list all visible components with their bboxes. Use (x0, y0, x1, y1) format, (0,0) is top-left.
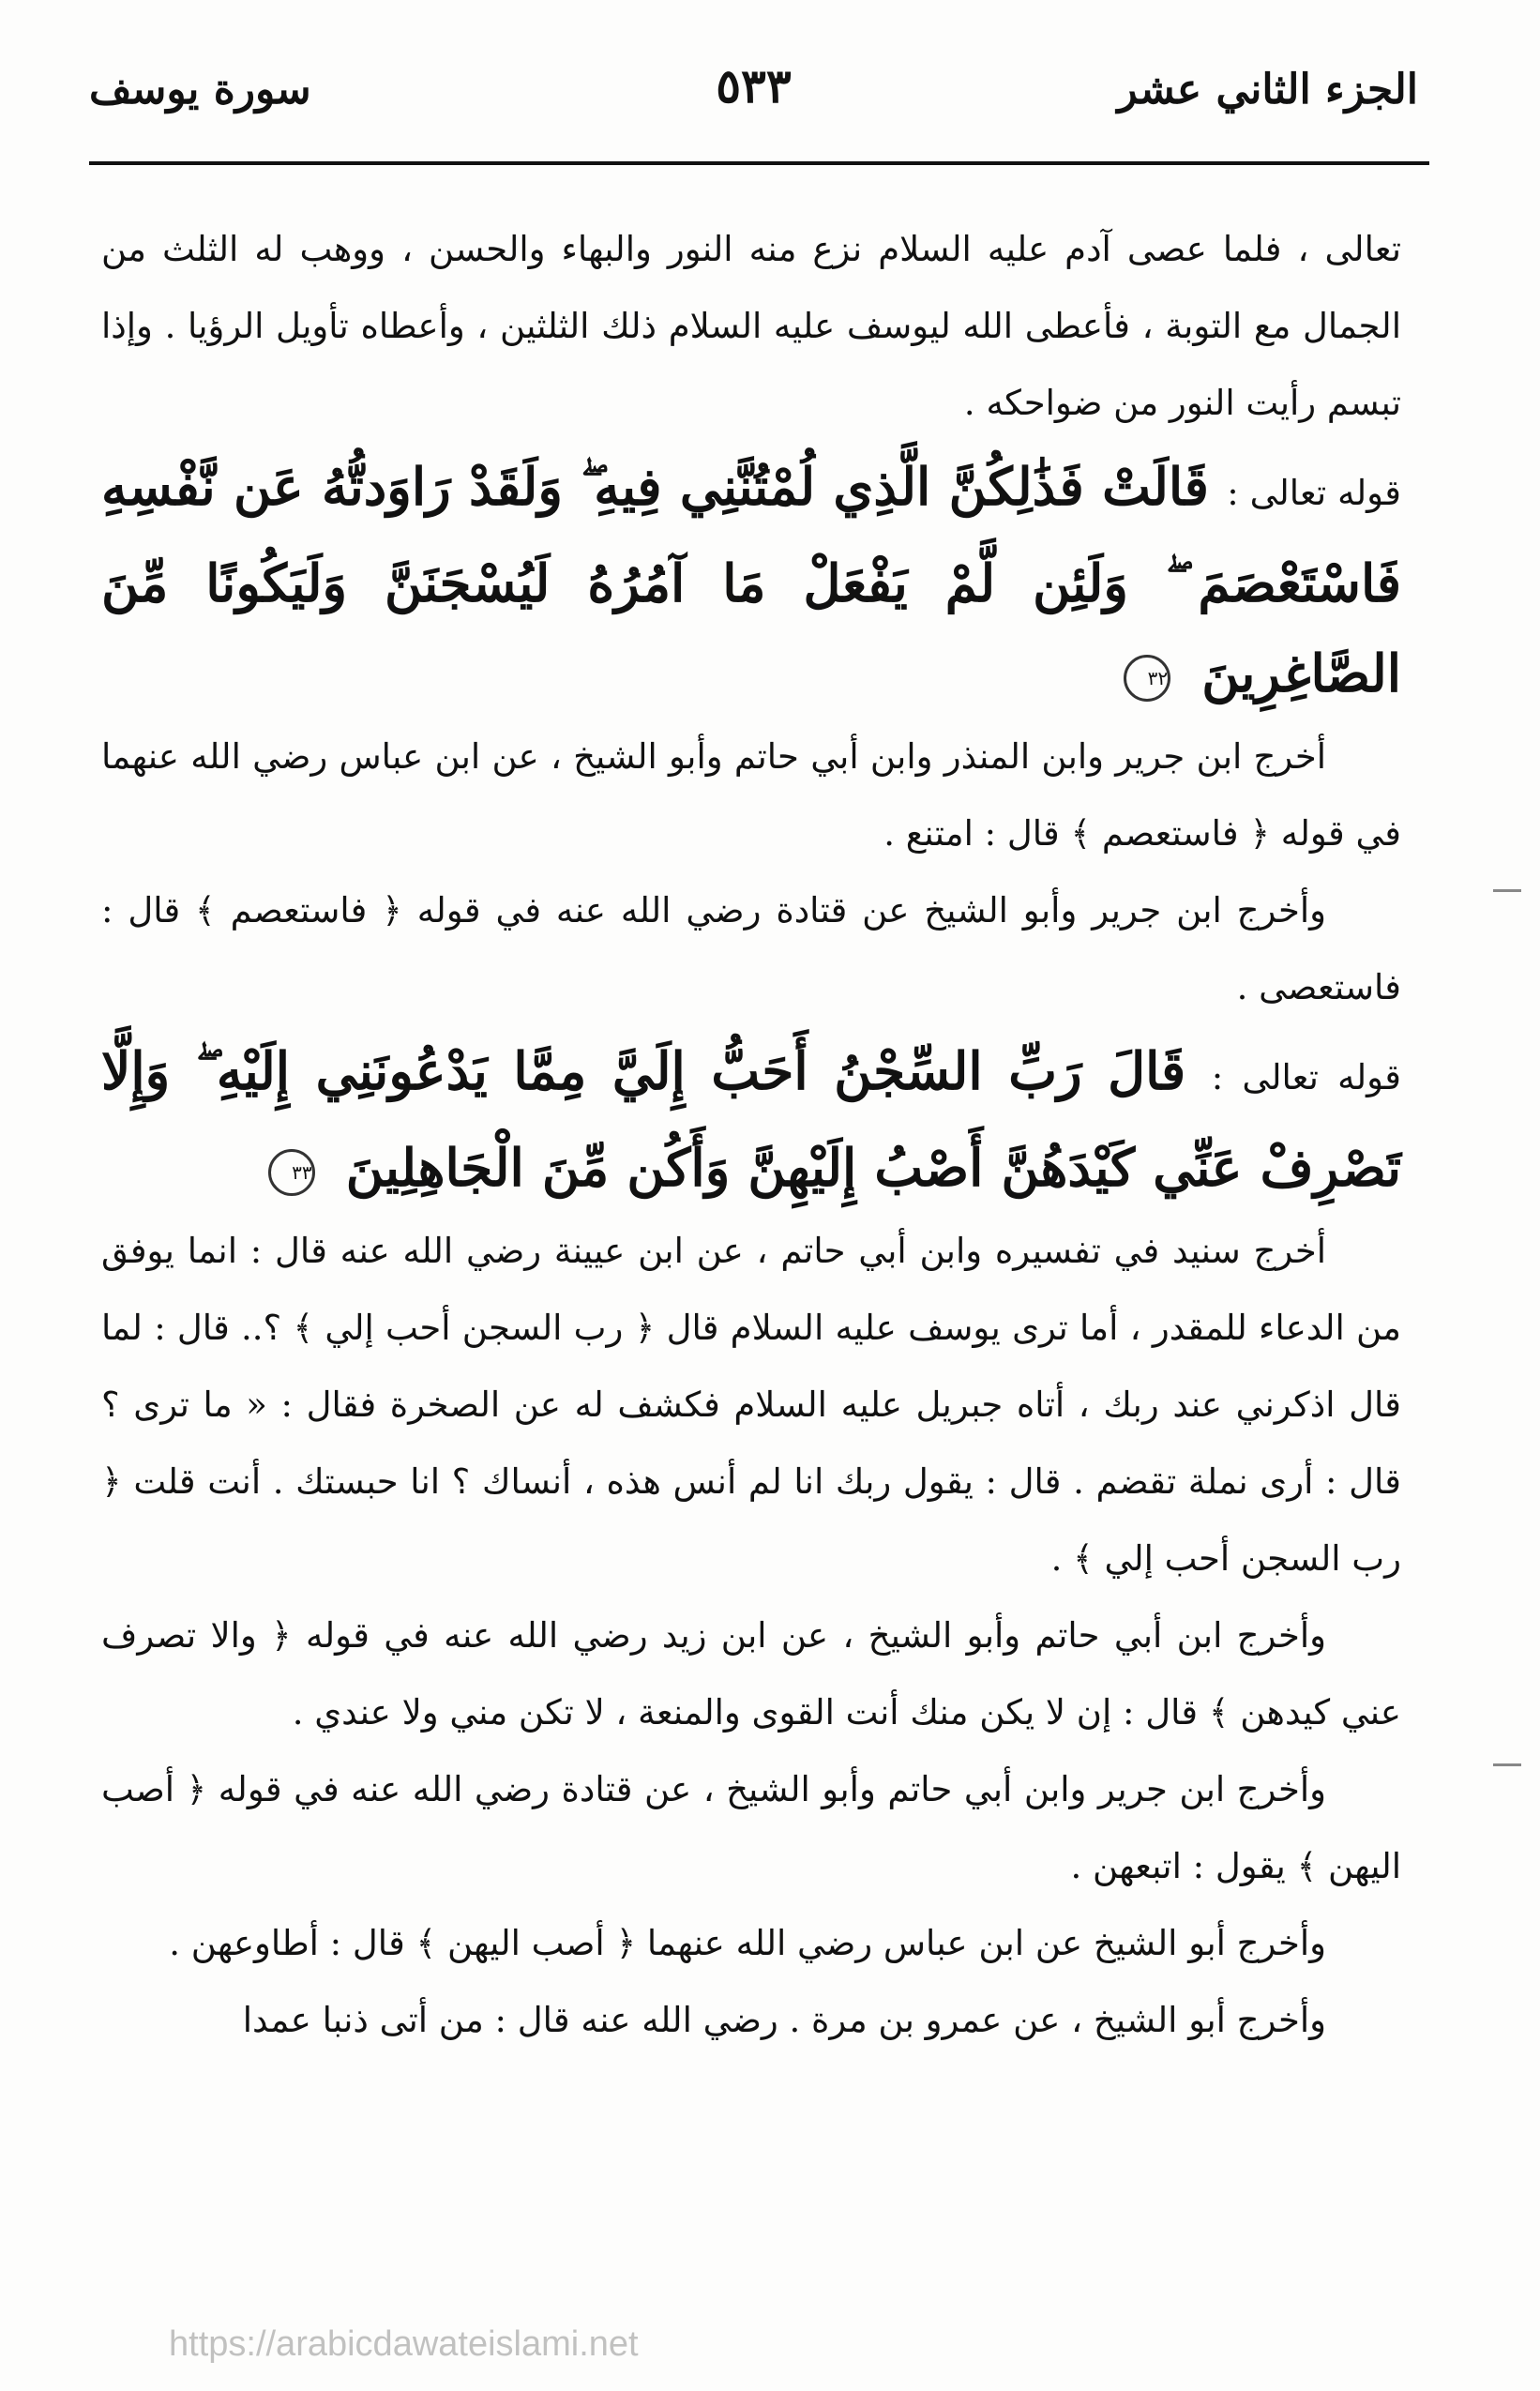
verse-lead: قوله تعالى : (1227, 473, 1401, 513)
verse-lead: قوله تعالى : (1211, 1057, 1401, 1097)
header-rule (89, 161, 1429, 165)
ayah-number-icon: ٣٣ (268, 1149, 315, 1196)
ayah-number-icon: ٣٢ (1124, 655, 1170, 702)
paragraph-5: وأخرج ابن أبي حاتم وأبو الشيخ ، عن ابن زيد رضي الله عنه في قوله ﴿ والا تصرف عني كيدهن ﴾ قال : إن لا يكن منك أنت القوى والمنعة ، لا تكن مني ولا عندي . (101, 1615, 1401, 1733)
paragraph-1: تعالى ، فلما عصى آدم عليه السلام نزع منه النور والبهاء والحسن ، ووهب له الثلث من الجمال مع التوبة ، فأعطى الله ليوسف عليه السلام ذلك الثلثين ، وأعطاه تأويل الرؤيا . وإذا تبسم رأيت النور من ضواحكه . (101, 229, 1401, 423)
verse-text: قَالَتْ فَذَٰلِكُنَّ الَّذِي لُمْتُنَّنِي فِيهِ ۖ وَلَقَدْ رَاوَدتُّهُ عَن نَّفْسِهِ فَاسْتَعْصَمَ ۖ وَلَئِن لَّمْ يَفْعَلْ مَا آمُرُهُ لَيُسْجَنَنَّ وَلَيَكُونًا مِّنَ الصَّاغِرِينَ (101, 456, 1401, 704)
paragraph-7: وأخرج أبو الشيخ عن ابن عباس رضي الله عنهما ﴿ أصب اليهن ﴾ قال : أطاوعهن . (169, 1923, 1326, 1963)
page-number: ٥٣٣ (716, 58, 792, 113)
verse-32 (101, 442, 1401, 719)
verse-text: قَالَ رَبِّ السِّجْنُ أَحَبُّ إِلَيَّ مِمَّا يَدْعُونَنِي إِلَيْهِ ۖ وَإِلَّا تَصْرِفْ عَنِّي كَيْدَهُنَّ أَصْبُ إِلَيْهِنَّ وَأَكُن مِّنَ الْجَاهِلِينَ (101, 1040, 1401, 1198)
paragraph-2: أخرج ابن جرير وابن المنذر وابن أبي حاتم وأبو الشيخ ، عن ابن عباس رضي الله عنهما في قوله ﴿ فاستعصم ﴾ قال : امتنع . (101, 736, 1401, 854)
verse-33 (101, 1026, 1401, 1213)
surah-label: سورة يوسف (89, 66, 311, 113)
paragraph-8: وأخرج أبو الشيخ ، عن عمرو بن مرة . رضي الله عنه قال : من أتى ذنبا عمدا (242, 2000, 1326, 2040)
page-header (89, 58, 1418, 133)
margin-mark (1493, 889, 1521, 892)
watermark-url: https://arabicdawateislami.net (169, 2324, 639, 2364)
page-body (101, 211, 1401, 2059)
juz-label: الجزء الثاني عشر (1117, 66, 1418, 113)
paragraph-6: وأخرج ابن جرير وابن أبي حاتم وأبو الشيخ ، عن قتادة رضي الله عنه في قوله ﴿ أصب اليهن ﴾ يقول : اتبعهن . (101, 1769, 1401, 1886)
margin-mark (1493, 1763, 1521, 1766)
paragraph-3: وأخرج ابن جرير وأبو الشيخ عن قتادة رضي الله عنه في قوله ﴿ فاستعصم ﴾ قال : فاستعصى . (101, 890, 1401, 1007)
paragraph-4: أخرج سنيد في تفسيره وابن أبي حاتم ، عن ابن عيينة رضي الله عنه قال : انما يوفق من الدعاء للمقدر ، أما ترى يوسف عليه السلام قال ﴿ رب السجن أحب إلي ﴾ ؟.. قال : لما قال اذكرني عند ربك ، أتاه جبريل عليه السلام فكشف له عن الصخرة فقال : « ما ترى ؟ قال : أرى نملة تقضم . قال : يقول ربك انا لم أنس هذه ، أنساك ؟ انا حبستك . أنت قلت ﴿ رب السجن أحب إلي ﴾ . (101, 1231, 1401, 1579)
